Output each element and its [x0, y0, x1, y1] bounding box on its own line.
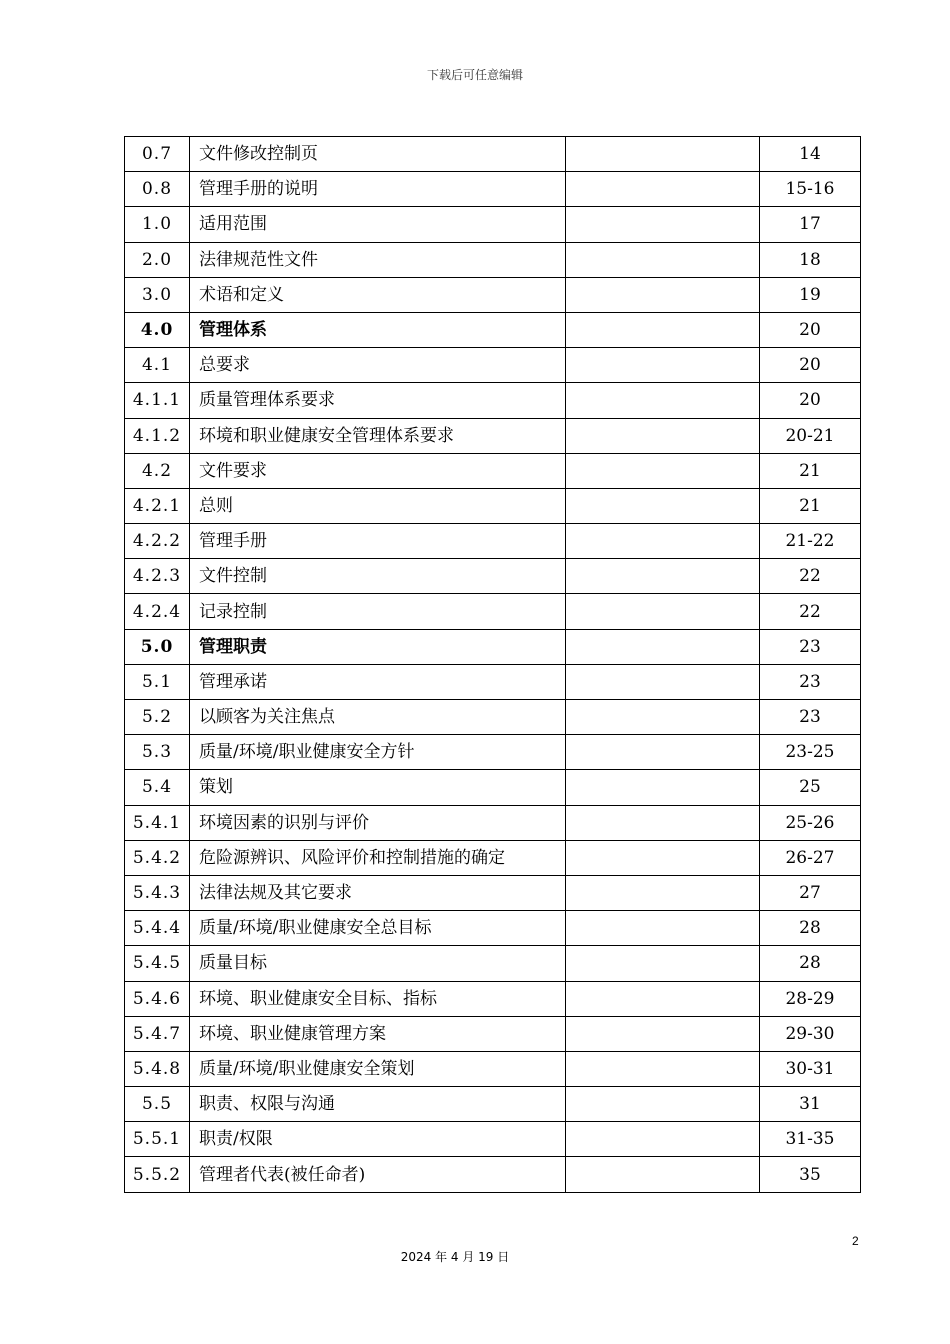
toc-section-title: 管理体系	[190, 312, 566, 347]
table-row	[125, 735, 861, 770]
table-row	[125, 453, 861, 488]
toc-section-title: 文件控制	[190, 559, 566, 594]
toc-section-number: 4.2	[125, 453, 190, 488]
toc-page-range: 28	[760, 911, 861, 946]
toc-blank-cell	[566, 840, 760, 875]
toc-section-title: 环境、职业健康安全目标、指标	[190, 981, 566, 1016]
toc-page-range: 27	[760, 875, 861, 910]
toc-blank-cell	[566, 383, 760, 418]
toc-section-number: 5.4.1	[125, 805, 190, 840]
toc-blank-cell	[566, 277, 760, 312]
toc-section-title: 环境因素的识别与评价	[190, 805, 566, 840]
toc-section-title: 术语和定义	[190, 277, 566, 312]
toc-blank-cell	[566, 418, 760, 453]
toc-page-range: 35	[760, 1157, 861, 1192]
toc-blank-cell	[566, 1051, 760, 1086]
toc-blank-cell	[566, 664, 760, 699]
toc-page-range: 23	[760, 700, 861, 735]
table-row	[125, 1016, 861, 1051]
table-row	[125, 312, 861, 347]
toc-section-title: 管理承诺	[190, 664, 566, 699]
toc-blank-cell	[566, 875, 760, 910]
toc-blank-cell	[566, 559, 760, 594]
toc-page-range: 23	[760, 664, 861, 699]
toc-section-title: 管理手册的说明	[190, 172, 566, 207]
table-row	[125, 664, 861, 699]
toc-section-title: 法律规范性文件	[190, 242, 566, 277]
toc-page-range: 28-29	[760, 981, 861, 1016]
toc-section-number: 5.4	[125, 770, 190, 805]
toc-section-title: 职责、权限与沟通	[190, 1087, 566, 1122]
table-row	[125, 488, 861, 523]
toc-section-title: 环境、职业健康管理方案	[190, 1016, 566, 1051]
table-row	[125, 277, 861, 312]
table-row	[125, 875, 861, 910]
table-row	[125, 805, 861, 840]
toc-section-title: 总要求	[190, 348, 566, 383]
table-row	[125, 1122, 861, 1157]
toc-blank-cell	[566, 735, 760, 770]
toc-page-range: 20	[760, 348, 861, 383]
toc-page-range: 28	[760, 946, 861, 981]
toc-blank-cell	[566, 946, 760, 981]
toc-section-number: 0.7	[125, 137, 190, 172]
toc-section-number: 4.2.3	[125, 559, 190, 594]
footer-date: 2024 年 4 月 19 日	[400, 1250, 510, 1264]
toc-blank-cell	[566, 524, 760, 559]
toc-blank-cell	[566, 805, 760, 840]
toc-page-range: 22	[760, 559, 861, 594]
table-row	[125, 348, 861, 383]
table-of-contents	[124, 136, 861, 1193]
toc-page-range: 30-31	[760, 1051, 861, 1086]
toc-page-range: 19	[760, 277, 861, 312]
table-row	[125, 911, 861, 946]
toc-page-range: 23-25	[760, 735, 861, 770]
toc-blank-cell	[566, 770, 760, 805]
toc-blank-cell	[566, 348, 760, 383]
toc-page-range: 20-21	[760, 418, 861, 453]
toc-section-number: 5.4.4	[125, 911, 190, 946]
toc-blank-cell	[566, 981, 760, 1016]
toc-section-number: 5.4.8	[125, 1051, 190, 1086]
toc-page-range: 23	[760, 629, 861, 664]
table-row	[125, 594, 861, 629]
toc-blank-cell	[566, 242, 760, 277]
toc-section-number: 5.4.5	[125, 946, 190, 981]
toc-section-title: 适用范围	[190, 207, 566, 242]
page-number: 2	[852, 1234, 859, 1248]
toc-section-number: 5.4.3	[125, 875, 190, 910]
toc-blank-cell	[566, 700, 760, 735]
table-row	[125, 700, 861, 735]
toc-blank-cell	[566, 1122, 760, 1157]
toc-section-number: 4.1.1	[125, 383, 190, 418]
table-row	[125, 524, 861, 559]
toc-section-title: 以顾客为关注焦点	[190, 700, 566, 735]
toc-section-number: 4.2.4	[125, 594, 190, 629]
toc-blank-cell	[566, 1016, 760, 1051]
table-row	[125, 1157, 861, 1192]
table-row	[125, 770, 861, 805]
toc-page-range: 17	[760, 207, 861, 242]
toc-section-number: 5.5.1	[125, 1122, 190, 1157]
table-row	[125, 207, 861, 242]
toc-section-title: 质量/环境/职业健康安全方针	[190, 735, 566, 770]
toc-blank-cell	[566, 1087, 760, 1122]
toc-section-number: 5.1	[125, 664, 190, 699]
toc-section-title: 质量目标	[190, 946, 566, 981]
toc-blank-cell	[566, 488, 760, 523]
toc-page-range: 21	[760, 453, 861, 488]
toc-page-range: 31-35	[760, 1122, 861, 1157]
toc-blank-cell	[566, 172, 760, 207]
toc-section-number: 5.2	[125, 700, 190, 735]
toc-section-number: 5.4.2	[125, 840, 190, 875]
toc-section-title: 质量/环境/职业健康安全策划	[190, 1051, 566, 1086]
table-row	[125, 418, 861, 453]
toc-page-range: 21	[760, 488, 861, 523]
toc-section-title: 文件要求	[190, 453, 566, 488]
table-row	[125, 981, 861, 1016]
toc-blank-cell	[566, 207, 760, 242]
table-row	[125, 1087, 861, 1122]
toc-section-title: 危险源辨识、风险评价和控制措施的确定	[190, 840, 566, 875]
toc-page-range: 26-27	[760, 840, 861, 875]
toc-section-title: 文件修改控制页	[190, 137, 566, 172]
toc-section-number: 0.8	[125, 172, 190, 207]
toc-section-number: 4.0	[125, 312, 190, 347]
table-row	[125, 1051, 861, 1086]
toc-section-number: 4.2.2	[125, 524, 190, 559]
toc-section-title: 法律法规及其它要求	[190, 875, 566, 910]
toc-section-number: 3.0	[125, 277, 190, 312]
toc-blank-cell	[566, 1157, 760, 1192]
table-row	[125, 946, 861, 981]
toc-section-title: 质量/环境/职业健康安全总目标	[190, 911, 566, 946]
toc-section-number: 5.5.2	[125, 1157, 190, 1192]
toc-page-range: 25-26	[760, 805, 861, 840]
table-row	[125, 383, 861, 418]
toc-section-number: 5.4.7	[125, 1016, 190, 1051]
toc-section-number: 5.4.6	[125, 981, 190, 1016]
toc-section-title: 质量管理体系要求	[190, 383, 566, 418]
table-row	[125, 172, 861, 207]
toc-section-title: 管理手册	[190, 524, 566, 559]
toc-blank-cell	[566, 911, 760, 946]
toc-section-title: 职责/权限	[190, 1122, 566, 1157]
toc-page-range: 15-16	[760, 172, 861, 207]
toc-section-number: 5.3	[125, 735, 190, 770]
toc-section-number: 5.0	[125, 629, 190, 664]
toc-blank-cell	[566, 312, 760, 347]
toc-section-title: 记录控制	[190, 594, 566, 629]
toc-blank-cell	[566, 629, 760, 664]
toc-page-range: 20	[760, 383, 861, 418]
table-row	[125, 629, 861, 664]
toc-section-number: 1.0	[125, 207, 190, 242]
toc-section-title: 管理者代表(被任命者)	[190, 1157, 566, 1192]
table-row	[125, 559, 861, 594]
toc-section-title: 策划	[190, 770, 566, 805]
toc-body	[125, 137, 861, 1193]
toc-section-number: 4.2.1	[125, 488, 190, 523]
toc-page-range: 25	[760, 770, 861, 805]
toc-blank-cell	[566, 594, 760, 629]
toc-section-title: 总则	[190, 488, 566, 523]
toc-page-range: 21-22	[760, 524, 861, 559]
header-note: 下载后可任意编辑	[426, 68, 523, 82]
toc-section-number: 4.1	[125, 348, 190, 383]
table-row	[125, 840, 861, 875]
toc-page-range: 18	[760, 242, 861, 277]
toc-blank-cell	[566, 453, 760, 488]
toc-page-range: 14	[760, 137, 861, 172]
toc-section-title: 管理职责	[190, 629, 566, 664]
toc-blank-cell	[566, 137, 760, 172]
toc-page-range: 20	[760, 312, 861, 347]
table-row	[125, 242, 861, 277]
toc-section-title: 环境和职业健康安全管理体系要求	[190, 418, 566, 453]
toc-page-range: 31	[760, 1087, 861, 1122]
toc-page-range: 29-30	[760, 1016, 861, 1051]
toc-section-number: 2.0	[125, 242, 190, 277]
toc-page-range: 22	[760, 594, 861, 629]
toc-section-number: 4.1.2	[125, 418, 190, 453]
toc-section-number: 5.5	[125, 1087, 190, 1122]
table-row	[125, 137, 861, 172]
